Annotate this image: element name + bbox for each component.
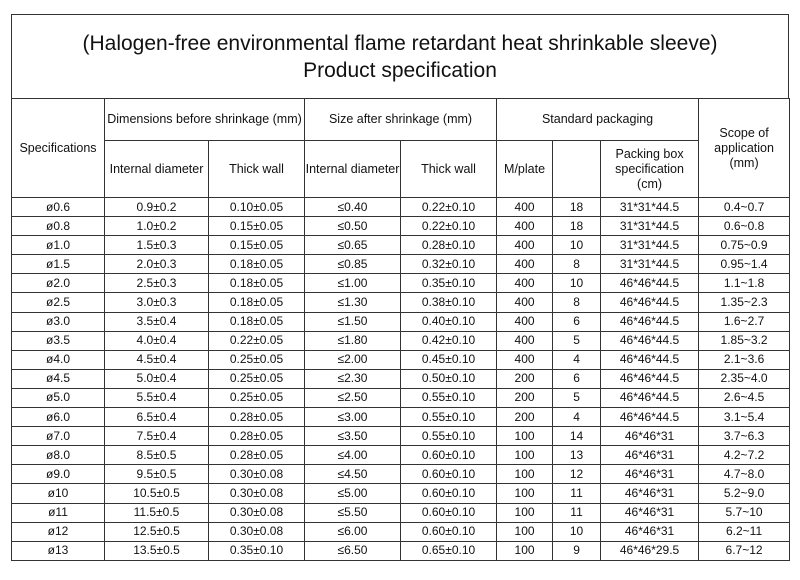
cell-after-internal-diameter: ≤1.30 xyxy=(305,293,401,312)
cell-scope: 2.6~4.5 xyxy=(699,388,790,407)
cell-count: 18 xyxy=(553,198,601,217)
cell-before-thick-wall: 0.18±0.05 xyxy=(209,312,305,331)
cell-spec: ø0.6 xyxy=(12,198,105,217)
cell-spec: ø12 xyxy=(12,522,105,541)
cell-after-internal-diameter: ≤5.50 xyxy=(305,503,401,522)
cell-spec: ø11 xyxy=(12,503,105,522)
cell-spec: ø10 xyxy=(12,484,105,503)
cell-count: 18 xyxy=(553,217,601,236)
header-before-thick-wall: Thick wall xyxy=(209,141,305,198)
cell-spec: ø9.0 xyxy=(12,465,105,484)
cell-count: 13 xyxy=(553,446,601,465)
cell-scope: 5.7~10 xyxy=(699,503,790,522)
cell-m-plate: 100 xyxy=(497,484,553,503)
table-row xyxy=(12,255,790,274)
table-row xyxy=(12,446,790,465)
cell-before-thick-wall: 0.30±0.08 xyxy=(209,484,305,503)
cell-scope: 0.4~0.7 xyxy=(699,198,790,217)
cell-m-plate: 100 xyxy=(497,503,553,522)
cell-spec: ø3.5 xyxy=(12,331,105,350)
cell-before-thick-wall: 0.35±0.10 xyxy=(209,541,305,560)
cell-after-internal-diameter: ≤5.00 xyxy=(305,484,401,503)
cell-m-plate: 400 xyxy=(497,331,553,350)
cell-scope: 0.75~0.9 xyxy=(699,236,790,255)
cell-spec: ø3.0 xyxy=(12,312,105,331)
cell-before-internal-diameter: 8.5±0.5 xyxy=(105,446,209,465)
cell-scope: 4.7~8.0 xyxy=(699,465,790,484)
cell-spec: ø5.0 xyxy=(12,388,105,407)
cell-m-plate: 200 xyxy=(497,388,553,407)
cell-after-thick-wall: 0.60±0.10 xyxy=(401,484,497,503)
cell-before-internal-diameter: 13.5±0.5 xyxy=(105,541,209,560)
cell-after-internal-diameter: ≤4.00 xyxy=(305,446,401,465)
cell-m-plate: 400 xyxy=(497,198,553,217)
cell-packing-box: 46*46*44.5 xyxy=(601,331,699,350)
cell-m-plate: 400 xyxy=(497,217,553,236)
cell-scope: 3.7~6.3 xyxy=(699,427,790,446)
cell-after-thick-wall: 0.28±0.10 xyxy=(401,236,497,255)
cell-before-thick-wall: 0.30±0.08 xyxy=(209,522,305,541)
cell-after-thick-wall: 0.60±0.10 xyxy=(401,522,497,541)
cell-packing-box: 46*46*31 xyxy=(601,465,699,484)
table-row xyxy=(12,522,790,541)
cell-packing-box: 46*46*31 xyxy=(601,522,699,541)
cell-spec: ø6.0 xyxy=(12,408,105,427)
cell-before-thick-wall: 0.18±0.05 xyxy=(209,274,305,293)
cell-scope: 0.6~0.8 xyxy=(699,217,790,236)
cell-after-thick-wall: 0.55±0.10 xyxy=(401,427,497,446)
cell-spec: ø13 xyxy=(12,541,105,560)
cell-packing-box: 46*46*31 xyxy=(601,484,699,503)
header-after-thick-wall: Thick wall xyxy=(401,141,497,198)
cell-before-internal-diameter: 9.5±0.5 xyxy=(105,465,209,484)
cell-m-plate: 400 xyxy=(497,236,553,255)
cell-m-plate: 400 xyxy=(497,274,553,293)
cell-after-thick-wall: 0.38±0.10 xyxy=(401,293,497,312)
cell-scope: 3.1~5.4 xyxy=(699,408,790,427)
cell-before-thick-wall: 0.30±0.08 xyxy=(209,465,305,484)
cell-count: 6 xyxy=(553,312,601,331)
table-row xyxy=(12,312,790,331)
cell-after-internal-diameter: ≤0.65 xyxy=(305,236,401,255)
cell-spec: ø4.0 xyxy=(12,350,105,369)
cell-spec: ø2.5 xyxy=(12,293,105,312)
cell-after-thick-wall: 0.55±0.10 xyxy=(401,388,497,407)
cell-count: 8 xyxy=(553,255,601,274)
title-line-1: (Halogen-free environmental flame retardant heat shrinkable sleeve) xyxy=(82,31,718,55)
cell-after-internal-diameter: ≤2.30 xyxy=(305,369,401,388)
cell-m-plate: 400 xyxy=(497,293,553,312)
cell-before-internal-diameter: 6.5±0.4 xyxy=(105,408,209,427)
cell-after-internal-diameter: ≤1.80 xyxy=(305,331,401,350)
cell-after-internal-diameter: ≤2.50 xyxy=(305,388,401,407)
cell-m-plate: 100 xyxy=(497,446,553,465)
cell-count: 4 xyxy=(553,408,601,427)
cell-before-thick-wall: 0.18±0.05 xyxy=(209,255,305,274)
cell-count: 6 xyxy=(553,369,601,388)
cell-count: 10 xyxy=(553,274,601,293)
table-row xyxy=(12,293,790,312)
cell-packing-box: 46*46*44.5 xyxy=(601,274,699,293)
cell-scope: 5.2~9.0 xyxy=(699,484,790,503)
header-after-internal-diameter: Internal diameter xyxy=(305,141,401,198)
cell-after-internal-diameter: ≤3.50 xyxy=(305,427,401,446)
cell-count: 5 xyxy=(553,388,601,407)
cell-scope: 0.95~1.4 xyxy=(699,255,790,274)
cell-after-internal-diameter: ≤6.00 xyxy=(305,522,401,541)
cell-after-internal-diameter: ≤2.00 xyxy=(305,350,401,369)
cell-scope: 1.85~3.2 xyxy=(699,331,790,350)
table-row xyxy=(12,484,790,503)
cell-before-internal-diameter: 10.5±0.5 xyxy=(105,484,209,503)
table-row xyxy=(12,236,790,255)
table-row xyxy=(12,427,790,446)
table-row xyxy=(12,388,790,407)
cell-before-internal-diameter: 5.0±0.4 xyxy=(105,369,209,388)
cell-m-plate: 100 xyxy=(497,522,553,541)
header-after-shrinkage: Size after shrinkage (mm) xyxy=(305,99,497,141)
cell-after-thick-wall: 0.22±0.10 xyxy=(401,198,497,217)
document-title xyxy=(11,14,789,98)
spec-table xyxy=(11,98,790,561)
spec-document xyxy=(11,14,789,561)
cell-packing-box: 46*46*44.5 xyxy=(601,293,699,312)
cell-count: 11 xyxy=(553,484,601,503)
cell-spec: ø8.0 xyxy=(12,446,105,465)
cell-before-thick-wall: 0.25±0.05 xyxy=(209,350,305,369)
cell-after-internal-diameter: ≤1.50 xyxy=(305,312,401,331)
cell-m-plate: 400 xyxy=(497,312,553,331)
cell-before-internal-diameter: 3.0±0.3 xyxy=(105,293,209,312)
cell-packing-box: 46*46*29.5 xyxy=(601,541,699,560)
cell-after-thick-wall: 0.42±0.10 xyxy=(401,331,497,350)
cell-after-thick-wall: 0.65±0.10 xyxy=(401,541,497,560)
cell-after-thick-wall: 0.50±0.10 xyxy=(401,369,497,388)
cell-packing-box: 46*46*44.5 xyxy=(601,388,699,407)
header-scope: Scope of application (mm) xyxy=(699,99,790,198)
cell-after-thick-wall: 0.60±0.10 xyxy=(401,465,497,484)
cell-m-plate: 400 xyxy=(497,255,553,274)
cell-spec: ø1.5 xyxy=(12,255,105,274)
cell-before-internal-diameter: 4.0±0.4 xyxy=(105,331,209,350)
cell-scope: 1.35~2.3 xyxy=(699,293,790,312)
cell-count: 4 xyxy=(553,350,601,369)
table-row xyxy=(12,331,790,350)
cell-before-internal-diameter: 1.5±0.3 xyxy=(105,236,209,255)
cell-scope: 4.2~7.2 xyxy=(699,446,790,465)
cell-after-thick-wall: 0.32±0.10 xyxy=(401,255,497,274)
table-row xyxy=(12,503,790,522)
header-m-plate: M/plate xyxy=(497,141,553,198)
cell-before-internal-diameter: 12.5±0.5 xyxy=(105,522,209,541)
cell-before-thick-wall: 0.28±0.05 xyxy=(209,408,305,427)
cell-packing-box: 46*46*44.5 xyxy=(601,408,699,427)
table-row xyxy=(12,198,790,217)
cell-after-internal-diameter: ≤3.00 xyxy=(305,408,401,427)
cell-m-plate: 100 xyxy=(497,427,553,446)
cell-after-internal-diameter: ≤0.85 xyxy=(305,255,401,274)
cell-after-internal-diameter: ≤0.50 xyxy=(305,217,401,236)
cell-after-thick-wall: 0.60±0.10 xyxy=(401,446,497,465)
cell-after-internal-diameter: ≤4.50 xyxy=(305,465,401,484)
header-blank xyxy=(553,141,601,198)
cell-count: 12 xyxy=(553,465,601,484)
cell-m-plate: 100 xyxy=(497,465,553,484)
cell-after-thick-wall: 0.22±0.10 xyxy=(401,217,497,236)
header-packing-box: Packing box specification (cm) xyxy=(601,141,699,198)
cell-count: 8 xyxy=(553,293,601,312)
cell-before-internal-diameter: 4.5±0.4 xyxy=(105,350,209,369)
cell-before-thick-wall: 0.10±0.05 xyxy=(209,198,305,217)
cell-packing-box: 31*31*44.5 xyxy=(601,217,699,236)
cell-spec: ø2.0 xyxy=(12,274,105,293)
cell-m-plate: 100 xyxy=(497,541,553,560)
table-row xyxy=(12,274,790,293)
cell-spec: ø4.5 xyxy=(12,369,105,388)
table-row xyxy=(12,408,790,427)
cell-before-internal-diameter: 11.5±0.5 xyxy=(105,503,209,522)
cell-packing-box: 46*46*31 xyxy=(601,427,699,446)
cell-before-internal-diameter: 0.9±0.2 xyxy=(105,198,209,217)
cell-packing-box: 46*46*44.5 xyxy=(601,312,699,331)
cell-before-thick-wall: 0.28±0.05 xyxy=(209,427,305,446)
cell-m-plate: 400 xyxy=(497,350,553,369)
header-specifications: Specifications xyxy=(12,99,105,198)
cell-before-internal-diameter: 5.5±0.4 xyxy=(105,388,209,407)
cell-packing-box: 31*31*44.5 xyxy=(601,198,699,217)
header-before-internal-diameter: Internal diameter xyxy=(105,141,209,198)
cell-m-plate: 200 xyxy=(497,408,553,427)
cell-packing-box: 46*46*31 xyxy=(601,446,699,465)
cell-spec: ø0.8 xyxy=(12,217,105,236)
cell-after-internal-diameter: ≤6.50 xyxy=(305,541,401,560)
cell-before-internal-diameter: 2.5±0.3 xyxy=(105,274,209,293)
table-row xyxy=(12,350,790,369)
cell-count: 9 xyxy=(553,541,601,560)
title-line-2: Product specification xyxy=(303,58,497,82)
cell-packing-box: 31*31*44.5 xyxy=(601,236,699,255)
cell-m-plate: 200 xyxy=(497,369,553,388)
cell-before-internal-diameter: 2.0±0.3 xyxy=(105,255,209,274)
header-standard-packaging: Standard packaging xyxy=(497,99,699,141)
table-row xyxy=(12,217,790,236)
cell-before-thick-wall: 0.22±0.05 xyxy=(209,331,305,350)
cell-spec: ø1.0 xyxy=(12,236,105,255)
cell-count: 10 xyxy=(553,522,601,541)
cell-packing-box: 31*31*44.5 xyxy=(601,255,699,274)
cell-after-internal-diameter: ≤1.00 xyxy=(305,274,401,293)
cell-before-internal-diameter: 1.0±0.2 xyxy=(105,217,209,236)
cell-count: 11 xyxy=(553,503,601,522)
cell-before-thick-wall: 0.25±0.05 xyxy=(209,388,305,407)
cell-scope: 1.6~2.7 xyxy=(699,312,790,331)
cell-after-thick-wall: 0.55±0.10 xyxy=(401,408,497,427)
cell-after-internal-diameter: ≤0.40 xyxy=(305,198,401,217)
cell-after-thick-wall: 0.35±0.10 xyxy=(401,274,497,293)
cell-before-internal-diameter: 3.5±0.4 xyxy=(105,312,209,331)
cell-after-thick-wall: 0.40±0.10 xyxy=(401,312,497,331)
cell-count: 10 xyxy=(553,236,601,255)
cell-scope: 2.1~3.6 xyxy=(699,350,790,369)
cell-scope: 2.35~4.0 xyxy=(699,369,790,388)
cell-before-thick-wall: 0.15±0.05 xyxy=(209,217,305,236)
cell-before-thick-wall: 0.18±0.05 xyxy=(209,293,305,312)
cell-scope: 6.2~11 xyxy=(699,522,790,541)
cell-scope: 1.1~1.8 xyxy=(699,274,790,293)
cell-after-thick-wall: 0.60±0.10 xyxy=(401,503,497,522)
table-row xyxy=(12,369,790,388)
cell-packing-box: 46*46*44.5 xyxy=(601,350,699,369)
cell-scope: 6.7~12 xyxy=(699,541,790,560)
cell-packing-box: 46*46*44.5 xyxy=(601,369,699,388)
cell-before-thick-wall: 0.28±0.05 xyxy=(209,446,305,465)
cell-before-thick-wall: 0.25±0.05 xyxy=(209,369,305,388)
cell-before-internal-diameter: 7.5±0.4 xyxy=(105,427,209,446)
cell-count: 14 xyxy=(553,427,601,446)
cell-spec: ø7.0 xyxy=(12,427,105,446)
cell-before-thick-wall: 0.30±0.08 xyxy=(209,503,305,522)
cell-packing-box: 46*46*31 xyxy=(601,503,699,522)
header-before-shrinkage: Dimensions before shrinkage (mm) xyxy=(105,99,305,141)
cell-before-thick-wall: 0.15±0.05 xyxy=(209,236,305,255)
cell-after-thick-wall: 0.45±0.10 xyxy=(401,350,497,369)
table-row xyxy=(12,541,790,560)
table-row xyxy=(12,465,790,484)
cell-count: 5 xyxy=(553,331,601,350)
